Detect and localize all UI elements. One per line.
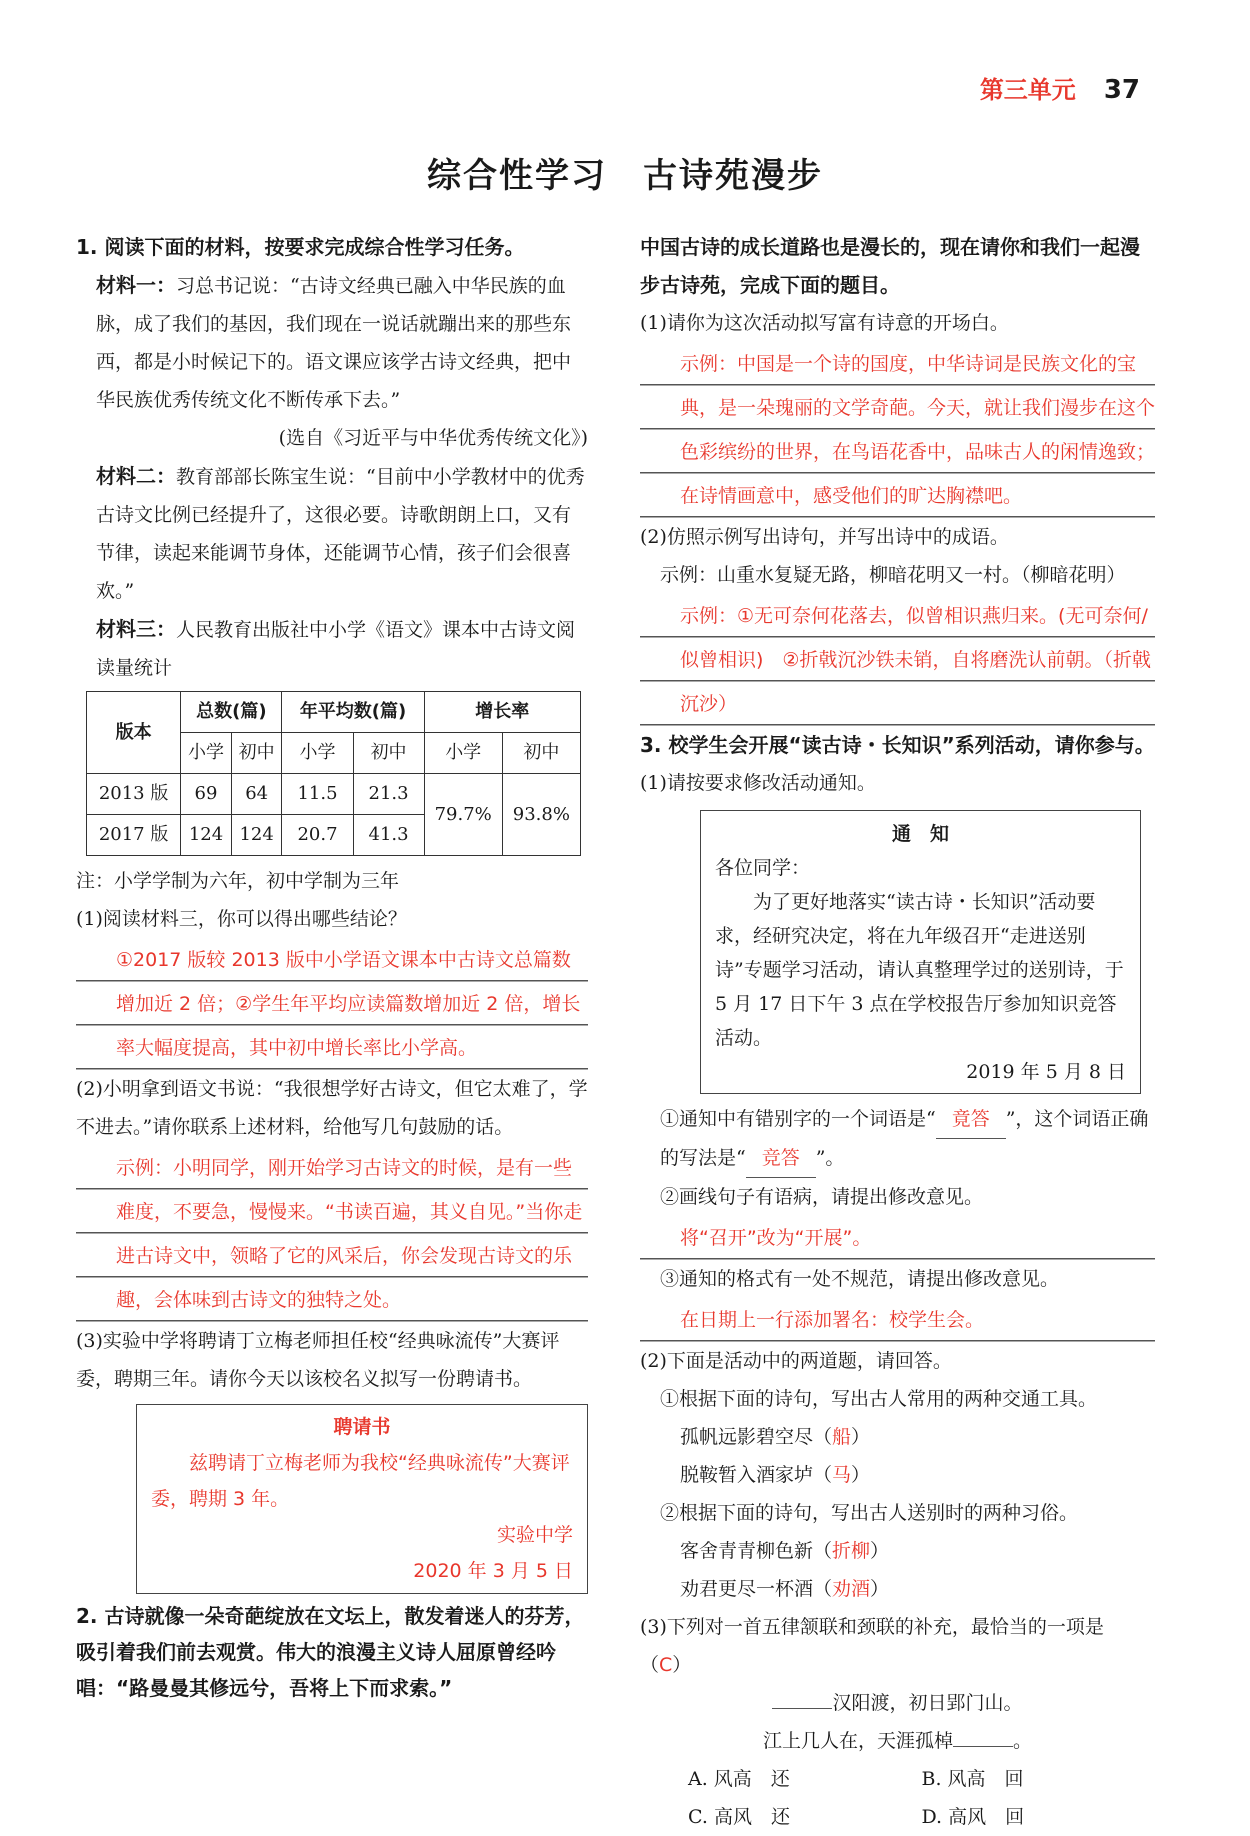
poem-line-3-text: 客舍青青柳色新（ [680, 1540, 833, 1562]
material-one-label: 材料一： [96, 273, 176, 297]
growth-middle: 93.8% [502, 774, 580, 856]
letter-body: 兹聘请丁立梅老师为我校“经典咏流传”大赛评委，聘期 3 年。 [151, 1452, 570, 1510]
q3-item3-answer: 在日期上一行添加署名：校学生会。 [640, 1298, 1155, 1342]
cell: 124 [181, 815, 232, 856]
q3-item1-blank1: 竟答 [936, 1100, 1006, 1139]
close-paren: ） [851, 1426, 871, 1448]
q3-item1-pre: ①通知中有错别字的一个词语是“ [660, 1108, 936, 1130]
table-note: 注：小学学制为六年，初中学制为三年 [76, 870, 400, 892]
option-d: D. 高风 回 [921, 1806, 1025, 1828]
poem-line-2 [640, 1456, 1155, 1494]
poem-line-2-answer: 马 [832, 1464, 852, 1486]
close-paren: ） [851, 1464, 871, 1486]
q3-item2-answer: 将“召开”改为“开展”。 [640, 1216, 1155, 1260]
statistics-table [86, 691, 581, 856]
q3-sub1-question: (1)请按要求修改活动通知。 [640, 772, 876, 794]
poem-line-3 [640, 1532, 1155, 1570]
material-three-text: 人民教育出版社中小学《语文》课本中古诗文阅读量统计 [96, 619, 576, 679]
q2-sub2-question: (2)仿照示例写出诗句，并写出诗中的成语。 [640, 526, 1009, 548]
growth-primary: 79.7% [424, 774, 502, 856]
header-primary: 小学 [424, 733, 502, 774]
material-one-source: (选自《习近平与中华优秀传统文化》) [278, 427, 588, 449]
poem-blank-line-1-text: 汉阳渡，初日郢门山。 [832, 1692, 1023, 1714]
header-middle: 初中 [502, 733, 580, 774]
letter-date: 2020 年 3 月 5 日 [413, 1560, 573, 1582]
q3-sub2-item2: ②根据下面的诗句，写出古人送别时的两种习俗。 [660, 1502, 1079, 1524]
q3-item1-mid: ”，这个词语正确的写法是“ [660, 1108, 1149, 1169]
q2-sub2-example: 示例：山重水复疑无路，柳暗花明又一村。（柳暗花明） [660, 564, 1126, 586]
q3-sub2-item1: ①根据下面的诗句，写出古人常用的两种交通工具。 [660, 1388, 1098, 1410]
letter-org: 实验中学 [496, 1524, 573, 1546]
cell: 64 [231, 774, 282, 815]
appointment-letter [136, 1404, 588, 1594]
options [640, 1760, 1155, 1836]
page-title: 综合性学习 古诗苑漫步 [427, 156, 823, 196]
q3-item3-question: ③通知的格式有一处不规范，请提出修改意见。 [660, 1268, 1060, 1290]
row-version: 2017 版 [87, 815, 181, 856]
material-two-label: 材料二： [96, 464, 176, 488]
notice-body: 为了更好地落实“读古诗・长知识”活动要求，经研究决定，将在九年级召开“走进送别诗”专题学习活动，请认真整理学过的送别诗，于 5 月 17 日下午 3 点在学校报告厅参加知识竞答活动。 [715, 891, 1124, 1049]
poem-line-2-text: 脱鞍暂入酒家垆（ [680, 1464, 833, 1486]
header-primary: 小学 [181, 733, 232, 774]
q1-sub2-answer: 示例：小明同学，刚开始学习古诗文的时候，是有一些难度，不要急，慢慢来。“书读百遍，其义自见。”当你走进古诗文中，领略了它的风采后，你会发现古诗文的乐趣，会体味到古诗文的独特之处。 [76, 1146, 588, 1322]
close-paren: ） [672, 1654, 692, 1676]
q3-sub2-question: (2)下面是活动中的两道题，请回答。 [640, 1350, 952, 1372]
q3-item1-blank2: 竞答 [746, 1139, 816, 1178]
right-column [640, 228, 1155, 1836]
q3-sub3-question [640, 1608, 1155, 1684]
page-header [980, 70, 1140, 105]
header-growth: 增长率 [424, 692, 580, 733]
material-two-text: 教育部部长陈宝生说：“目前中小学教材中的优秀古诗文比例已经提升了，这很必要。诗歌朗朗上口，又有节律，读起来能调节身体，还能调节心情，孩子们会很喜欢。” [96, 466, 585, 602]
q2-sub1-answer: 示例：中国是一个诗的国度，中华诗词是民族文化的宝典，是一朵瑰丽的文学奇葩。今天，就让我们漫步在这个色彩缤纷的世界，在鸟语花香中，品味古人的闲情逸致；在诗情画意中，感受他们的旷达胸襟吧。 [640, 342, 1155, 518]
q1-stem: 1. 阅读下面的材料，按要求完成综合性学习任务。 [76, 235, 525, 259]
poem-blank-line-1 [640, 1684, 1155, 1722]
header-version: 版本 [87, 692, 181, 774]
letter-title: 聘请书 [333, 1416, 391, 1438]
option-c: C. 高风 还 [688, 1806, 790, 1828]
notice-date: 2019 年 5 月 8 日 [966, 1061, 1126, 1083]
q1-sub3-question: (3)实验中学将聘请丁立梅老师担任校“经典咏流传”大赛评委，聘期三年。请你今天以该校名义拟写一份聘请书。 [76, 1330, 560, 1390]
q3-item2-question: ②画线句子有语病，请提出修改意见。 [660, 1186, 984, 1208]
unit-label: 第三单元 [979, 76, 1076, 104]
poem-line-1-answer: 船 [832, 1426, 852, 1448]
header-middle: 初中 [353, 733, 424, 774]
q2-stem-left: 2. 古诗就像一朵奇葩绽放在文坛上，散发着迷人的芬芳，吸引着我们前去观赏。伟大的浪漫主义诗人屈原曾经吟唱：“路曼曼其修远兮，吾将上下而求索。” [76, 1604, 585, 1700]
poem-blank-line-2-text: 江上几人在，天涯孤棹 [762, 1730, 953, 1752]
q3-stem: 3. 校学生会开展“读古诗・长知识”系列活动，请你参与。 [640, 733, 1155, 757]
poem-line-1 [640, 1418, 1155, 1456]
q2-stem-right: 中国古诗的成长道路也是漫长的，现在请你和我们一起漫步古诗苑，完成下面的题目。 [640, 235, 1140, 297]
blank [772, 1708, 832, 1709]
material-one [76, 266, 588, 419]
cell: 11.5 [282, 774, 353, 815]
poem-line-3-answer: 折柳 [832, 1540, 871, 1562]
header-middle: 初中 [231, 733, 282, 774]
q2-sub2-answer: 示例：①无可奈何花落去，似曾相识燕归来。(无可奈何/似曾相识) ②折戟沉沙铁未销，自将磨洗认前朝。（折戟沉沙） [640, 594, 1155, 726]
table-row [87, 774, 581, 815]
q3-sub3-answer: C [659, 1654, 673, 1676]
option-b: B. 风高 回 [921, 1768, 1024, 1790]
notice-title: 通 知 [891, 823, 949, 845]
cell: 124 [231, 815, 282, 856]
cell: 21.3 [353, 774, 424, 815]
close-paren: ） [870, 1540, 890, 1562]
notice-greeting: 各位同学： [715, 857, 811, 879]
blank [953, 1746, 1013, 1747]
header-primary: 小学 [282, 733, 353, 774]
left-column [76, 228, 588, 1706]
poem-line-4-answer: 劝酒 [832, 1578, 871, 1600]
q3-item1-post: ”。 [815, 1147, 845, 1169]
material-one-text: 习总书记说：“古诗文经典已融入中华民族的血脉，成了我们的基因，我们现在一说话就蹦出来的那些东西，都是小时候记下的。语文课应该学古诗文经典，把中华民族优秀传统文化不断传承下去。” [96, 275, 572, 411]
q3-item1 [640, 1100, 1155, 1178]
header-average: 年平均数(篇) [282, 692, 424, 733]
header-total: 总数(篇) [181, 692, 282, 733]
q1-sub1-question: (1)阅读材料三，你可以得出哪些结论？ [76, 908, 407, 930]
notice-box [700, 810, 1141, 1094]
cell: 69 [181, 774, 232, 815]
row-version: 2013 版 [87, 774, 181, 815]
q3-sub3-text: (3)下列对一首五律颔联和颈联的补充，最恰当的一项是（ [640, 1616, 1104, 1676]
q1-sub2-question: (2)小明拿到语文书说：“我很想学好古诗文，但它太难了，学不进去。”请你联系上述材料，给他写几句鼓励的话。 [76, 1078, 588, 1138]
poem-line-4 [640, 1570, 1155, 1608]
material-three-label: 材料三： [96, 617, 176, 641]
poem-blank-line-2: 江上几人在，天涯孤棹 。 [762, 1730, 1033, 1752]
close-paren: ） [870, 1578, 890, 1600]
poem-line-1-text: 孤帆远影碧空尽（ [680, 1426, 833, 1448]
material-three [76, 610, 588, 687]
poem-line-4-text: 劝君更尽一杯酒（ [680, 1578, 833, 1600]
option-a: A. 风高 还 [688, 1768, 790, 1790]
q2-sub1-question: (1)请你为这次活动拟写富有诗意的开场白。 [640, 312, 1009, 334]
material-two [76, 457, 588, 610]
page-number: 37 [1103, 75, 1140, 105]
q1-sub1-answer: ①2017 版较 2013 版中小学语文课本中古诗文总篇数增加近 2 倍；②学生年平均应读篇数增加近 2 倍，增长率大幅度提高，其中初中增长率比小学高。 [76, 938, 588, 1070]
cell: 20.7 [282, 815, 353, 856]
cell: 41.3 [353, 815, 424, 856]
